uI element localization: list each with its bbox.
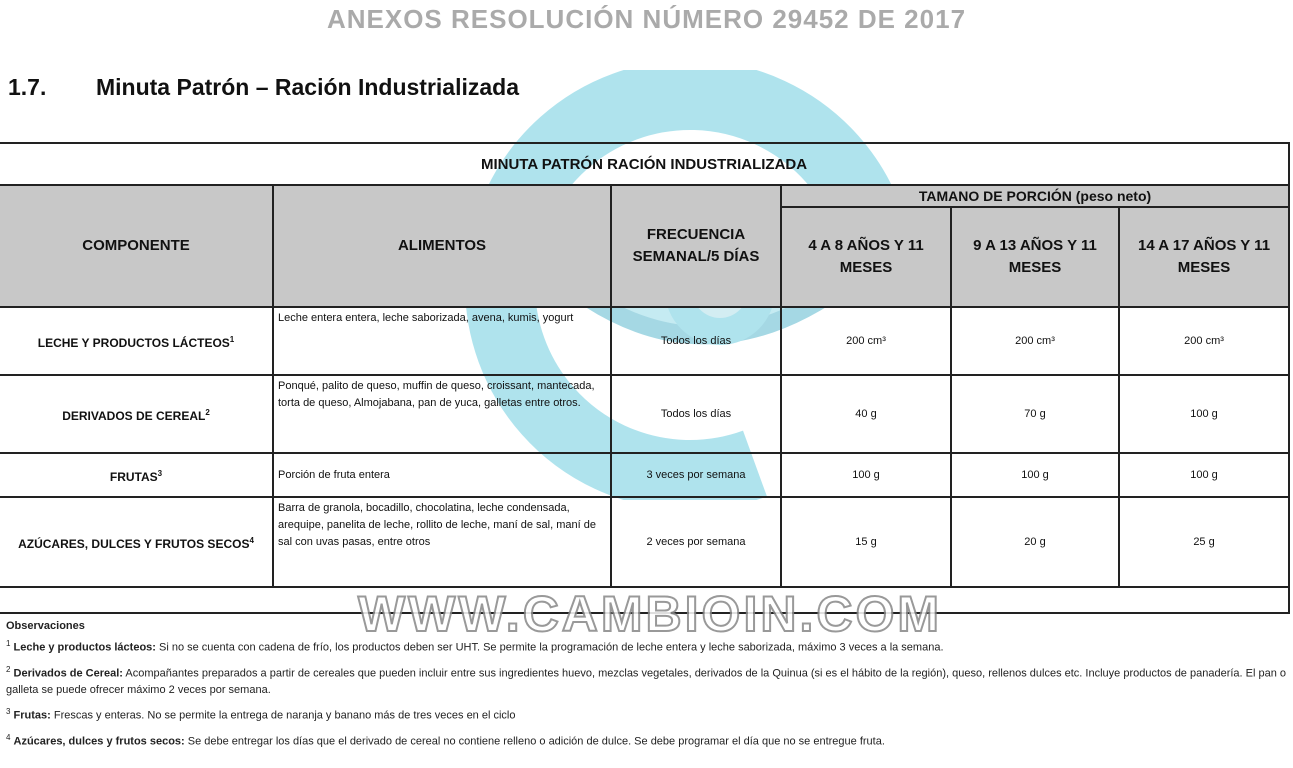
footnote-text: Frescas y enteras. No se permite la entrega de naranja y banano más de tres veces en el ciclo — [50, 709, 516, 722]
footnote-label: Leche y productos lácteos: — [13, 641, 156, 654]
section-title: Minuta Patrón – Ración Industrializada — [96, 74, 520, 100]
portion-cell: 200 cm³ — [1119, 307, 1289, 375]
componente-cell — [0, 375, 273, 453]
alimentos-cell: Porción de fruta entera — [273, 453, 611, 497]
header-age-4-8: 4 A 8 AÑOS Y 11 MESES — [781, 207, 951, 307]
footnote-number: 2 — [6, 664, 11, 674]
portion-cell: 100 g — [1119, 453, 1289, 497]
footnote-ref: 3 — [157, 468, 163, 478]
alimentos-cell: Ponqué, palito de queso, muffin de queso, croissant, mantecada, torta de queso, Almojabana, pan de yuca, galletas entre otros. — [273, 375, 611, 453]
footnote-number: 1 — [6, 639, 11, 648]
alimentos-cell: Leche entera entera, leche saborizada, avena, kumis, yogurt — [273, 307, 611, 375]
observaciones-title: Observaciones — [6, 620, 85, 632]
componente-cell — [0, 307, 273, 375]
footnote-number: 4 — [6, 732, 11, 742]
componente-cell — [0, 453, 273, 497]
componente-label: LECHE Y PRODUCTOS LÁCTEOS — [37, 335, 230, 350]
header-componente: COMPONENTE — [0, 185, 273, 307]
footnote-text: Se debe entregar los días que el derivado de cereal no contiene relleno o adición de dulce. Se debe programar el día que no se entregue fruta. — [184, 735, 885, 748]
componente-label: DERIVADOS DE CEREAL — [62, 408, 206, 423]
table-row — [0, 497, 1289, 587]
frecuencia-cell: 2 veces por semana — [611, 497, 781, 587]
header-age-14-17: 14 A 17 AÑOS Y 11 MESES — [1119, 207, 1289, 307]
portion-cell: 15 g — [781, 497, 951, 587]
frecuencia-cell: Todos los días — [611, 375, 781, 453]
table-row — [0, 453, 1289, 497]
table-title: MINUTA PATRÓN RACIÓN INDUSTRIALIZADA — [0, 143, 1289, 185]
portion-cell: 70 g — [951, 375, 1119, 453]
document-header: ANEXOS RESOLUCIÓN NÚMERO 29452 DE 2017 — [326, 4, 967, 34]
footnote — [6, 729, 1288, 751]
portion-cell: 25 g — [1119, 497, 1289, 587]
alimentos-cell: Barra de granola, bocadillo, chocolatina, leche condensada, arequipe, panelita de leche, rollito de leche, maní de sal, maní de sal con uvas pasas, entre otros — [273, 497, 611, 587]
footnote — [6, 661, 1288, 700]
header-frecuencia: FRECUENCIA SEMANAL/5 DÍAS — [611, 185, 781, 307]
footnote-label: Derivados de Cereal: — [13, 667, 123, 680]
footnote — [6, 635, 1288, 657]
componente-label: AZÚCARES, DULCES Y FRUTOS SECOS — [18, 536, 250, 551]
portion-cell: 20 g — [951, 497, 1119, 587]
portion-cell: 200 cm³ — [781, 307, 951, 375]
frecuencia-cell: Todos los días — [611, 307, 781, 375]
section-number: 1.7. — [8, 74, 47, 100]
site-watermark: WWW.CAMBIOIN.COM — [357, 586, 942, 642]
frecuencia-cell: 3 veces por semana — [611, 453, 781, 497]
footnote-ref: 2 — [205, 407, 210, 417]
footnote-label: Azúcares, dulces y frutos secos: — [13, 735, 185, 748]
portion-cell: 40 g — [781, 375, 951, 453]
portion-cell: 100 g — [1119, 375, 1289, 453]
portion-cell: 100 g — [781, 453, 951, 497]
portion-cell: 100 g — [951, 453, 1119, 497]
componente-cell — [0, 497, 273, 587]
header-age-9-13: 9 A 13 AÑOS Y 11 MESES — [951, 207, 1119, 307]
footnote-label: Frutas: — [13, 709, 51, 722]
header-tamano-porcion: TAMANO DE PORCIÓN (peso neto) — [781, 185, 1289, 207]
footnote-ref: 4 — [249, 535, 254, 545]
portion-cell: 200 cm³ — [951, 307, 1119, 375]
footnote — [6, 703, 1288, 725]
table-row — [0, 375, 1289, 453]
minuta-table — [0, 142, 1290, 614]
header-alimentos: ALIMENTOS — [273, 185, 611, 307]
footnote-ref: 1 — [229, 334, 235, 344]
footnote-text: Si no se cuenta con cadena de frío, los productos deben ser UHT. Se permite la programación de leche entera y leche saborizada, máximo 3 veces a la semana. — [155, 641, 944, 654]
footnote-text: Acompañantes preparados a partir de cereales que pueden incluir entre sus ingredientes huevo, mezclas vegetales, derivados de la Quinua (si es el hábito de la región), queso, rellenos dulces etc. Incluye productos de panadería. El pan o galleta se puede ofrecer máximo 2 veces por semana. — [6, 667, 1287, 697]
observaciones-section — [6, 618, 1288, 755]
section-heading — [8, 74, 519, 101]
footnote-number: 3 — [6, 707, 11, 717]
table-row — [0, 307, 1289, 375]
componente-label: FRUTAS — [109, 469, 158, 484]
